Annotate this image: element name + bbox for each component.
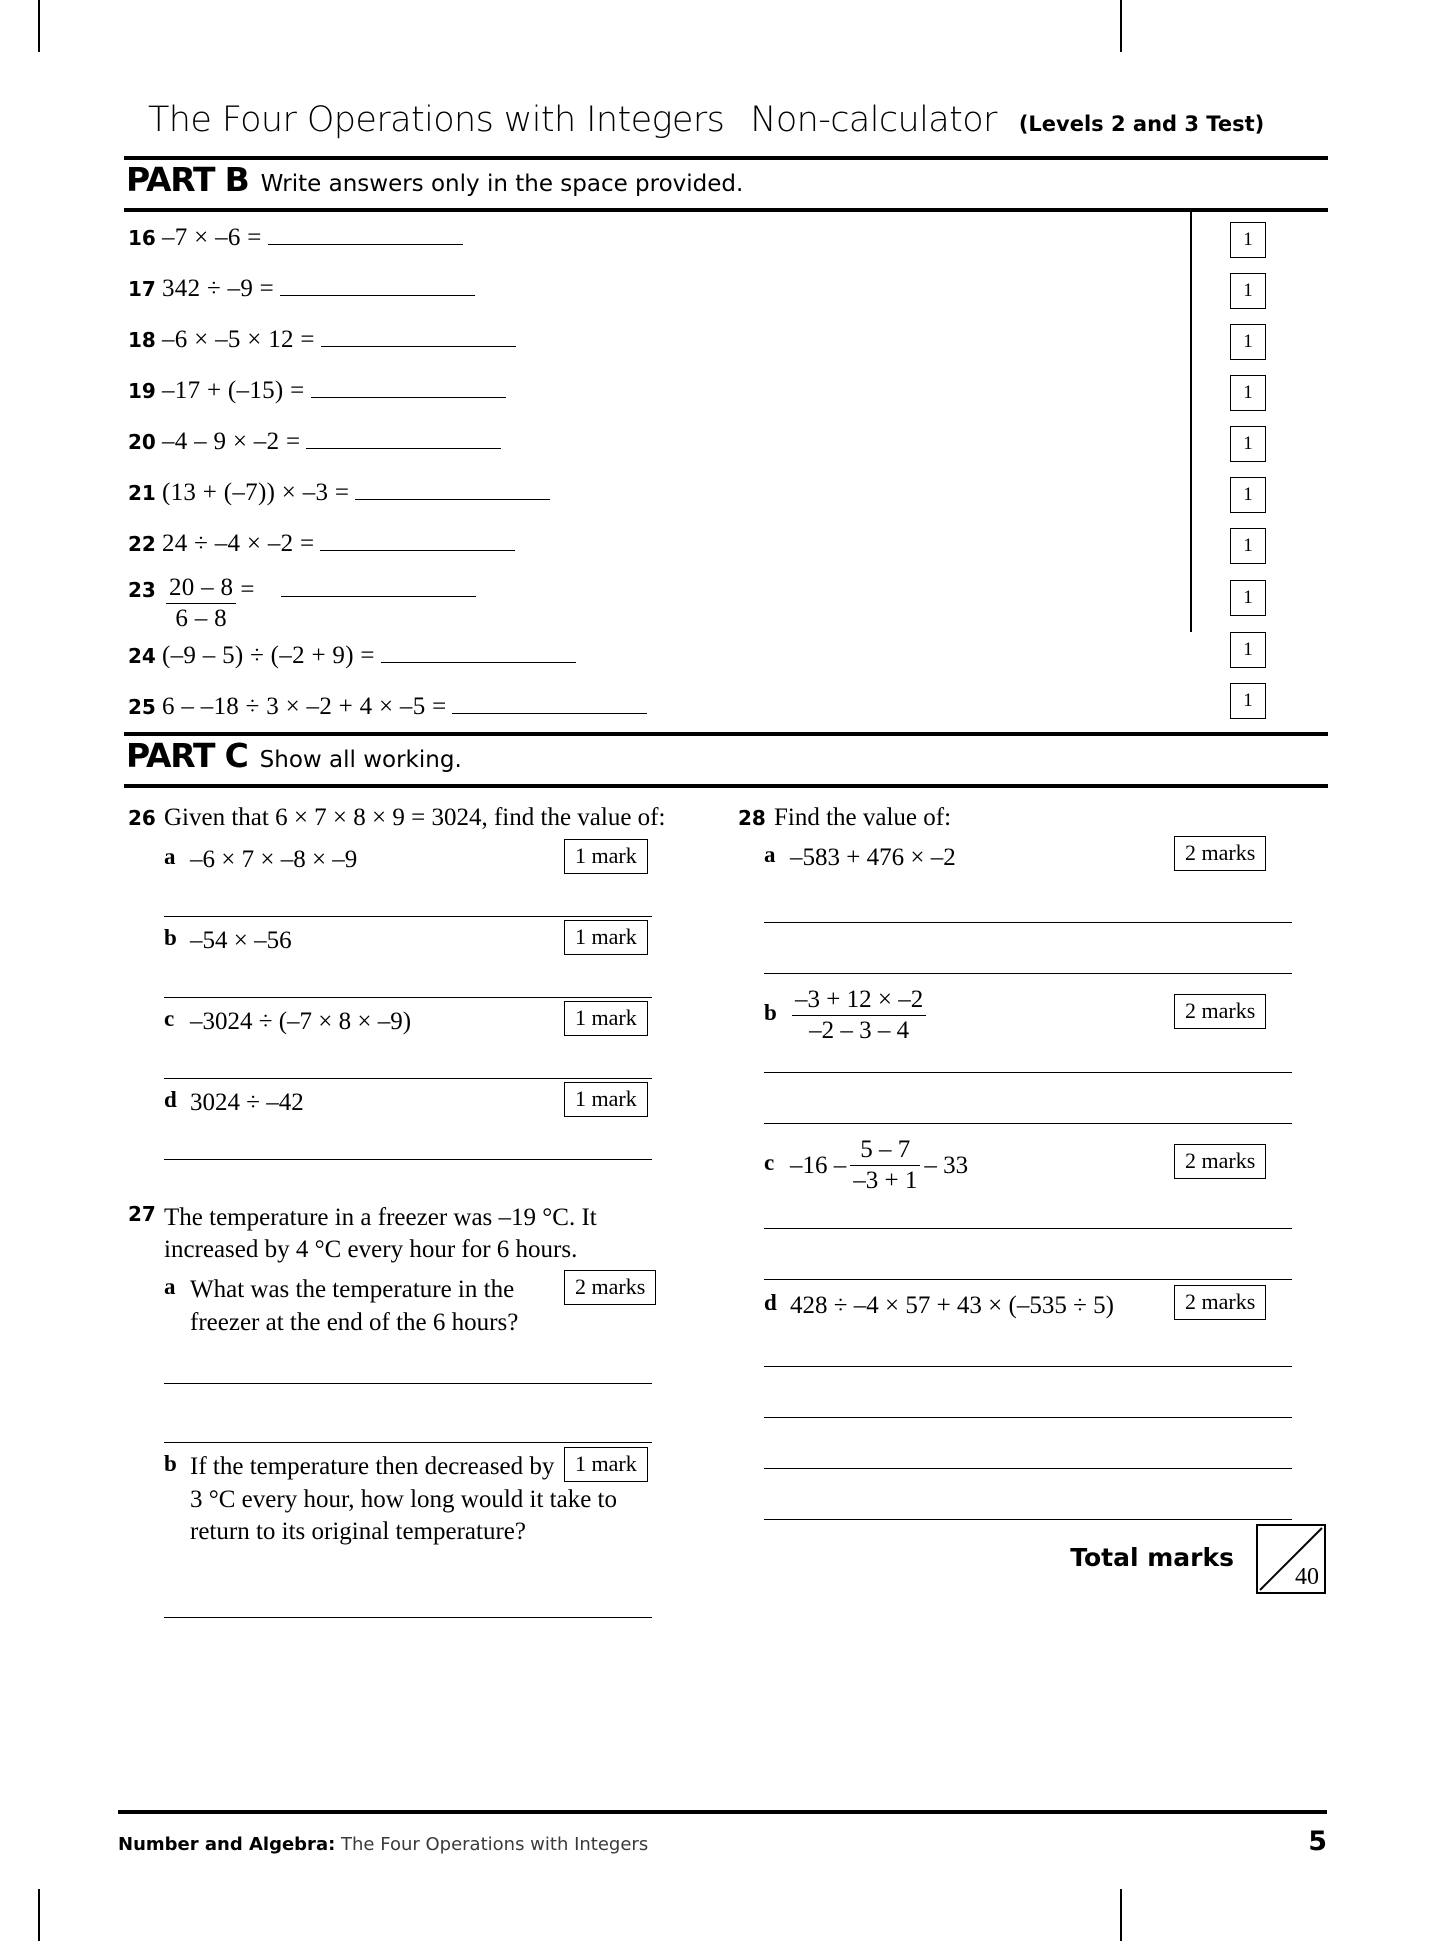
question-28d xyxy=(738,1290,1328,1324)
sub-part-line-1: What was the temperature in the xyxy=(190,1276,515,1303)
mark-box: 1 xyxy=(1230,580,1266,616)
mark-box: 1 xyxy=(1230,324,1266,360)
sub-part-text xyxy=(190,1274,518,1339)
answer-line[interactable] xyxy=(321,326,516,347)
mark-box: 1 mark xyxy=(564,1001,648,1036)
mark-box: 1 xyxy=(1230,273,1266,309)
mark-column-divider xyxy=(1190,212,1192,632)
question-fraction xyxy=(166,574,236,634)
answer-line[interactable] xyxy=(355,479,550,500)
question-stem-text: Find the value of: xyxy=(774,804,952,831)
question-20 xyxy=(128,428,501,456)
sub-part-expression: –54 × –56 xyxy=(190,927,292,954)
mark-box: 1 xyxy=(1230,632,1266,668)
question-stem-text: Given that 6 × 7 × 8 × 9 = 3024, find the value of: xyxy=(164,804,666,831)
sub-part-line-2: 3 °C every hour, how long would it take to xyxy=(190,1485,617,1513)
sub-part-letter: d xyxy=(164,1087,177,1112)
part-b-label: PART B xyxy=(126,160,249,199)
total-marks xyxy=(1070,1524,1326,1594)
crop-mark-top-left xyxy=(38,0,40,52)
page-title-mode: Non-calculator xyxy=(750,100,997,140)
answer-line[interactable] xyxy=(306,428,501,449)
answer-line[interactable] xyxy=(320,530,515,551)
question-28b xyxy=(738,988,1328,1048)
sub-part-expression: 3024 ÷ –42 xyxy=(190,1089,304,1116)
sub-part-line-1: If the temperature then decreased by xyxy=(190,1453,555,1480)
question-expression: –7 × –6 = xyxy=(162,224,262,251)
page-title-levels: (Levels 2 and 3 Test) xyxy=(1018,112,1265,136)
question-26b xyxy=(128,925,688,959)
question-expression: 342 ÷ –9 = xyxy=(162,275,275,302)
part-c-label: PART C xyxy=(126,736,248,775)
question-number: 21 xyxy=(128,481,156,505)
total-marks-box[interactable] xyxy=(1256,1524,1326,1594)
working-line[interactable] xyxy=(164,997,652,998)
mark-box: 1 mark xyxy=(564,1082,648,1117)
mark-box: 2 marks xyxy=(1174,1144,1266,1179)
sub-part-letter: a xyxy=(164,1274,176,1299)
footer-topic-name: The Four Operations with Integers xyxy=(341,1834,649,1855)
working-line[interactable] xyxy=(164,916,652,917)
question-stem-text xyxy=(164,1202,597,1266)
mark-box: 1 xyxy=(1230,375,1266,411)
sub-part-letter: b xyxy=(164,925,177,950)
answer-line[interactable] xyxy=(452,693,647,714)
question-number: 20 xyxy=(128,430,156,454)
sub-part-letter: a xyxy=(164,844,176,869)
sub-part-letter: b xyxy=(764,1000,777,1025)
question-number: 27 xyxy=(128,1202,156,1226)
question-number: 25 xyxy=(128,695,156,719)
question-26a xyxy=(128,844,688,878)
working-line[interactable] xyxy=(164,1383,652,1384)
page-title-main: The Four Operations with Integers xyxy=(148,100,725,140)
working-line[interactable] xyxy=(764,1417,1292,1418)
mark-box: 2 marks xyxy=(1174,1285,1266,1320)
footer-rule xyxy=(118,1810,1327,1814)
question-expression: 6 – –18 ÷ 3 × –2 + 4 × –5 = xyxy=(162,693,447,720)
question-equals: = xyxy=(240,576,255,603)
part-b-body xyxy=(118,212,1328,720)
fraction-denominator: 6 – 8 xyxy=(175,604,227,632)
mark-box: 1 xyxy=(1230,222,1266,258)
sub-part-prefix: –16 – xyxy=(790,1152,847,1179)
question-expression: 24 ÷ –4 × –2 = xyxy=(162,530,315,557)
sub-part-letter: a xyxy=(764,842,776,867)
question-number: 23 xyxy=(128,578,156,602)
page-footer xyxy=(118,1826,1327,1857)
question-23 xyxy=(128,576,476,636)
question-expression: (–9 – 5) ÷ (–2 + 9) = xyxy=(162,642,375,669)
crop-mark-top-right xyxy=(1120,0,1122,52)
working-line[interactable] xyxy=(764,1072,1292,1073)
footer-strand: Number and Algebra: xyxy=(118,1834,336,1855)
working-line[interactable] xyxy=(764,1519,1292,1520)
working-line[interactable] xyxy=(764,1228,1292,1229)
fraction-denominator: –3 + 1 xyxy=(853,1166,918,1194)
part-c-header xyxy=(118,736,1328,784)
question-number: 17 xyxy=(128,277,156,301)
sub-part-expression: 428 ÷ –4 × 57 + 43 × (–535 ÷ 5) xyxy=(790,1292,1114,1319)
sub-part-letter: b xyxy=(164,1451,177,1476)
mark-box: 1 xyxy=(1230,528,1266,564)
question-28-stem xyxy=(738,802,1328,834)
part-c-right-column xyxy=(738,788,1328,1520)
working-line[interactable] xyxy=(164,1078,652,1079)
working-line[interactable] xyxy=(164,1159,652,1160)
mark-box: 2 marks xyxy=(564,1270,656,1305)
part-c-body xyxy=(118,788,1328,1590)
question-27b xyxy=(128,1451,688,1549)
answer-line[interactable] xyxy=(381,642,576,663)
question-16 xyxy=(128,224,463,252)
sub-part-expression: –3024 ÷ (–7 × 8 × –9) xyxy=(190,1008,412,1035)
total-marks-value: 40 xyxy=(1295,1564,1319,1590)
mark-box: 1 xyxy=(1230,426,1266,462)
question-expression: –17 + (–15) = xyxy=(162,377,305,404)
crop-mark-bottom-right xyxy=(1120,1889,1122,1941)
sub-part-fraction xyxy=(792,986,926,1046)
question-number: 26 xyxy=(128,806,156,830)
fraction-numerator: –3 + 12 × –2 xyxy=(792,986,926,1016)
total-marks-label: Total marks xyxy=(1070,1543,1234,1572)
fraction-denominator: –2 – 3 – 4 xyxy=(809,1016,910,1044)
working-line[interactable] xyxy=(764,973,1292,974)
question-number: 19 xyxy=(128,379,156,403)
working-line[interactable] xyxy=(164,1442,652,1443)
question-26c xyxy=(128,1006,688,1040)
question-expression: (13 + (–7)) × –3 = xyxy=(162,479,350,506)
footer-topic xyxy=(118,1834,648,1855)
question-28c xyxy=(738,1138,1328,1198)
mark-box: 1 mark xyxy=(564,1447,648,1482)
question-27a xyxy=(128,1274,688,1339)
sub-part-letter: d xyxy=(764,1290,777,1315)
question-19 xyxy=(128,377,506,405)
question-18 xyxy=(128,326,516,354)
mark-box: 2 marks xyxy=(1174,836,1266,871)
question-24 xyxy=(128,642,576,670)
question-22 xyxy=(128,530,515,558)
working-line[interactable] xyxy=(764,1123,1292,1124)
question-26d xyxy=(128,1087,688,1121)
fraction-numerator: 5 – 7 xyxy=(850,1136,920,1166)
answer-line[interactable] xyxy=(281,576,476,597)
question-number: 16 xyxy=(128,226,156,250)
sub-part-line-2: freezer at the end of the 6 hours? xyxy=(190,1308,519,1336)
question-expression: –4 – 9 × –2 = xyxy=(162,428,301,455)
question-25 xyxy=(128,693,647,721)
mark-box: 1 mark xyxy=(564,920,648,955)
question-expression: –6 × –5 × 12 = xyxy=(162,326,315,353)
part-b-description: Write answers only in the space provided. xyxy=(260,171,744,197)
question-28a xyxy=(738,842,1328,876)
fraction-numerator: 20 – 8 xyxy=(166,574,236,604)
question-21 xyxy=(128,479,550,507)
working-line[interactable] xyxy=(764,1366,1292,1367)
crop-mark-bottom-left xyxy=(38,1889,40,1941)
working-line[interactable] xyxy=(764,1279,1292,1280)
question-stem-line-2: increased by 4 °C every hour for 6 hours. xyxy=(164,1236,578,1263)
question-number: 22 xyxy=(128,532,156,556)
sub-part-letter: c xyxy=(164,1006,175,1031)
working-line[interactable] xyxy=(764,1468,1292,1469)
mark-box: 1 xyxy=(1230,683,1266,719)
question-17 xyxy=(128,275,475,303)
part-c-left-column xyxy=(128,788,688,1618)
sub-part-text xyxy=(190,1451,617,1549)
working-line[interactable] xyxy=(764,922,1292,923)
sub-part-letter: c xyxy=(764,1150,775,1175)
question-number: 28 xyxy=(738,806,766,830)
sub-part-expression: –583 + 476 × –2 xyxy=(790,844,956,871)
sub-part-line-3: return to its original temperature? xyxy=(190,1518,526,1545)
page-title xyxy=(118,100,1328,156)
question-number: 24 xyxy=(128,644,156,668)
part-c-description: Show all working. xyxy=(259,747,462,773)
question-27-stem xyxy=(128,1202,688,1266)
sub-part-fraction xyxy=(850,1136,920,1196)
mark-box: 1 xyxy=(1230,477,1266,513)
sub-part-suffix: – 33 xyxy=(924,1152,969,1179)
worksheet-page xyxy=(118,100,1328,1890)
working-line[interactable] xyxy=(164,1617,652,1618)
question-number: 18 xyxy=(128,328,156,352)
question-26-stem xyxy=(128,802,688,834)
part-b-header xyxy=(118,160,1328,208)
answer-line[interactable] xyxy=(311,377,506,398)
mark-box: 2 marks xyxy=(1174,994,1266,1029)
sub-part-expression: –6 × 7 × –8 × –9 xyxy=(190,846,358,873)
question-stem-line-1: The temperature in a freezer was –19 °C. It xyxy=(164,1204,597,1231)
mark-box: 1 mark xyxy=(564,839,648,874)
answer-line[interactable] xyxy=(268,224,463,245)
page-number: 5 xyxy=(1308,1826,1327,1857)
answer-line[interactable] xyxy=(280,275,475,296)
